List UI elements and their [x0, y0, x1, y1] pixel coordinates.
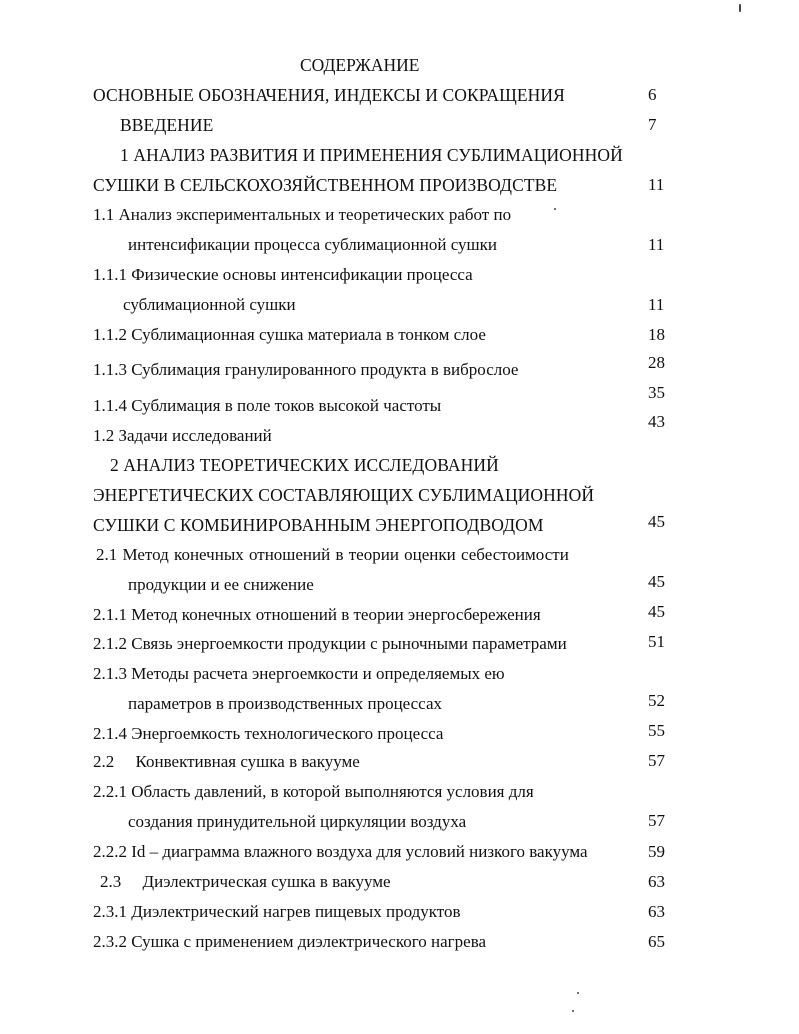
toc-page-number: 45	[648, 512, 665, 531]
toc-entry-text-continued: создания принудительной циркуляции воздуха	[128, 812, 467, 831]
toc-page-number: 63	[648, 902, 665, 921]
toc-entry-text: 2.2.2 Id – диаграмма влажного воздуха для условий низкого вакуума	[93, 842, 588, 861]
toc-page-number: 63	[648, 872, 665, 891]
scan-speck	[739, 4, 741, 12]
toc-page-number: 28	[648, 353, 665, 372]
toc-entry-text: 1.1.4 Сублимация в поле токов высокой частоты	[93, 396, 442, 415]
toc-entry-text-continued: параметров в производственных процессах	[128, 694, 442, 713]
toc-page-number: 65	[648, 932, 665, 951]
toc-page-number: 11	[648, 235, 665, 254]
toc-page-number: 45	[648, 572, 665, 591]
toc-entry-text: ВВЕДЕНИЕ	[120, 115, 214, 135]
toc-entry-text-continued: продукции и ее снижение	[128, 575, 314, 594]
toc-entry-text-continued: сублимационной сушки	[123, 295, 296, 314]
toc-entry-text: 2.3.1 Диэлектрический нагрев пищевых продуктов	[93, 902, 461, 921]
toc-entry-text: 2.1.3 Методы расчета энергоемкости и определяемых ею	[93, 664, 505, 683]
toc-entry-text: 2.3 Диэлектрическая сушка в вакууме	[100, 872, 391, 891]
toc-page-number: 57	[648, 811, 665, 830]
toc-entry-text-continued: СУШКИ С КОМБИНИРОВАННЫМ ЭНЕРГОПОДВОДОМ	[93, 515, 544, 535]
toc-entry-text-continued: СУШКИ В СЕЛЬСКОХОЗЯЙСТВЕННОМ ПРОИЗВОДСТВЕ	[93, 175, 558, 195]
toc-entry-text: 1 АНАЛИЗ РАЗВИТИЯ И ПРИМЕНЕНИЯ СУБЛИМАЦИОННОЙ	[120, 145, 623, 165]
toc-entry-text: 2.1.2 Связь энергоемкости продукции с рыночными параметрами	[93, 634, 567, 653]
toc-entry-text: 1.2 Задачи исследований	[93, 426, 272, 445]
toc-page-number: 35	[648, 383, 665, 402]
scan-speck	[554, 208, 556, 210]
toc-page-number: 11	[648, 295, 665, 314]
toc-page-number: 6	[648, 85, 657, 104]
toc-page-number: 52	[648, 691, 665, 710]
toc-entry-text: 2.1 Метод конечных отношений в теории оценки себестоимости	[96, 545, 569, 564]
toc-entry-text: 1.1.3 Сублимация гранулированного продукта в виброслое	[93, 360, 519, 379]
toc-entry-text: 2 АНАЛИЗ ТЕОРЕТИЧЕСКИХ ИССЛЕДОВАНИЙ	[110, 455, 499, 475]
toc-page-number: 45	[648, 602, 665, 621]
scan-speck	[577, 992, 579, 994]
toc-entry-text: 1.1 Анализ экспериментальных и теоретических работ по	[93, 205, 512, 224]
toc-entry-text: 2.1.1 Метод конечных отношений в теории энергосбережения	[93, 605, 541, 624]
toc-page-number: 11	[648, 175, 665, 194]
toc-page-number: 55	[648, 721, 665, 740]
toc-entry-text: ОСНОВНЫЕ ОБОЗНАЧЕНИЯ, ИНДЕКСЫ И СОКРАЩЕНИЯ	[93, 85, 565, 105]
toc-entry-text: 2.2 Конвективная сушка в вакууме	[93, 752, 360, 771]
toc-entry-text-continued: интенсификации процесса сублимационной сушки	[128, 235, 497, 254]
toc-entry-text: 1.1.1 Физические основы интенсификации процесса	[93, 265, 473, 284]
scan-speck	[572, 1010, 574, 1012]
toc-page-number: 18	[648, 325, 665, 344]
toc-title: СОДЕРЖАНИЕ	[300, 55, 420, 75]
toc-entry-text: 2.3.2 Сушка с применением диэлектрического нагрева	[93, 932, 487, 951]
toc-entry-text: 1.1.2 Сублимационная сушка материала в тонком слое	[93, 325, 486, 344]
toc-page-number: 43	[648, 412, 665, 431]
toc-page-number: 57	[648, 751, 665, 770]
toc-entry-text-continued: ЭНЕРГЕТИЧЕСКИХ СОСТАВЛЯЮЩИХ СУБЛИМАЦИОННОЙ	[93, 485, 595, 505]
toc-entry-text: 2.1.4 Энергоемкость технологического процесса	[93, 724, 444, 743]
toc-entry-text: 2.2.1 Область давлений, в которой выполняются условия для	[93, 782, 534, 801]
toc-page-number: 7	[648, 115, 657, 134]
toc-page-number: 59	[648, 842, 665, 861]
toc-page-number: 51	[648, 632, 665, 651]
